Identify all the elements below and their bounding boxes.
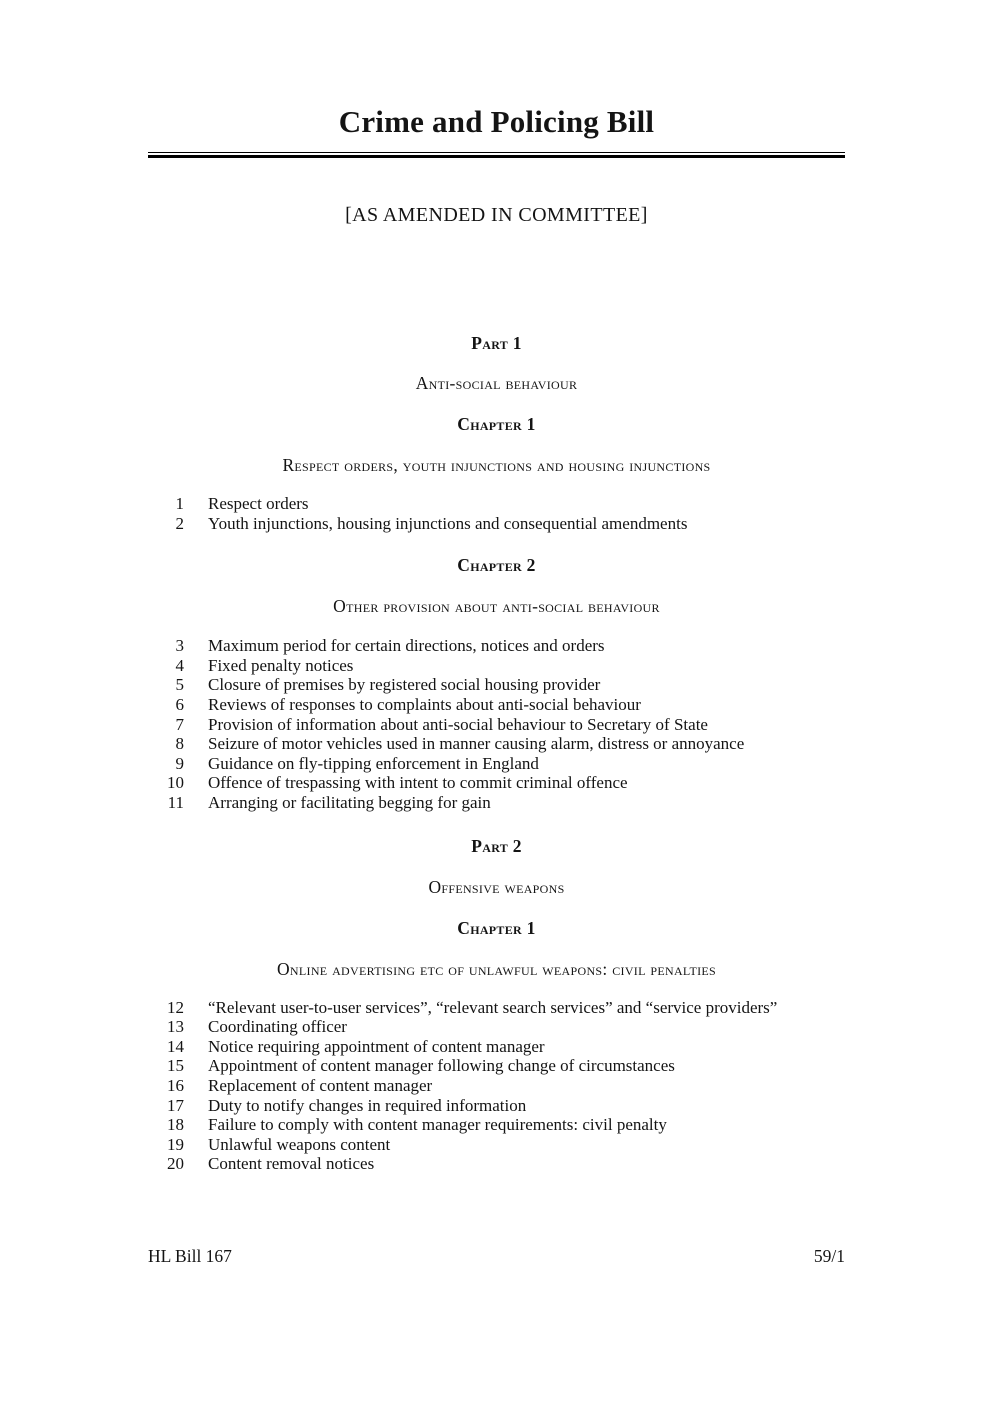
toc-item xyxy=(148,636,845,656)
toc-item-text: Seizure of motor vehicles used in manner causing alarm, distress or annoyance xyxy=(208,734,745,754)
toc-item-number: 3 xyxy=(175,636,184,656)
toc-item-number: 17 xyxy=(167,1095,184,1115)
toc-item-text: Unlawful weapons content xyxy=(208,1134,391,1154)
toc-item-text: Fixed penalty notices xyxy=(208,655,354,675)
part-2-chapter-1-title: Online advertising etc of unlawful weapons: civil penalties xyxy=(276,958,716,979)
toc-item-number: 4 xyxy=(175,655,184,675)
toc-item-text: Youth injunctions, housing injunctions and consequential amendments xyxy=(208,513,688,533)
toc-item-number: 7 xyxy=(175,714,184,734)
toc-item-text: Notice requiring appointment of content manager xyxy=(208,1036,545,1056)
toc-item xyxy=(148,494,845,514)
amendment-status: [AS AMENDED IN COMMITTEE] xyxy=(345,204,648,226)
toc-item-number: 13 xyxy=(167,1017,184,1037)
toc-item xyxy=(148,715,845,735)
toc-item-number: 12 xyxy=(167,997,184,1017)
toc-item-text: Reviews of responses to complaints about anti-social behaviour xyxy=(208,694,641,714)
toc-item xyxy=(148,1135,845,1155)
toc-item-text: Failure to comply with content manager requirements: civil penalty xyxy=(208,1115,667,1135)
toc-item-number: 5 xyxy=(175,675,184,695)
toc-item-text: Offence of trespassing with intent to commit criminal offence xyxy=(208,773,628,793)
part-1-chapter-1-title: Respect orders, youth injunctions and housing injunctions xyxy=(282,455,711,475)
toc-item-number: 19 xyxy=(167,1134,184,1154)
toc-item xyxy=(148,734,845,754)
toc-item-text: Arranging or facilitating begging for gain xyxy=(208,792,491,812)
toc-item-number: 6 xyxy=(175,694,184,714)
toc-item xyxy=(148,1154,845,1174)
toc-item-text: Appointment of content manager following change of circumstances xyxy=(208,1056,675,1076)
bill-title: Crime and Policing Bill xyxy=(338,104,655,139)
toc-item-number: 18 xyxy=(167,1115,184,1135)
part-1-chapter-1-label: Chapter 1 xyxy=(457,414,536,434)
bill-number: HL Bill 167 xyxy=(148,1246,232,1266)
toc-item-text: Content removal notices xyxy=(208,1154,375,1174)
toc-item-text: Respect orders xyxy=(208,494,309,513)
part-1-chapter-2-label: Chapter 2 xyxy=(457,555,536,576)
part-2-label: Part 2 xyxy=(471,835,522,856)
toc-item-text: Closure of premises by registered social housing provider xyxy=(208,675,601,695)
toc-item xyxy=(148,675,845,695)
toc-item-number: 1 xyxy=(175,494,184,513)
title-double-rule xyxy=(148,152,845,158)
toc-item xyxy=(148,695,845,715)
document-content xyxy=(148,0,845,1174)
toc-item xyxy=(148,656,845,676)
toc-item-text: Replacement of content manager xyxy=(208,1075,433,1095)
toc-item-text: Provision of information about anti-social behaviour to Secretary of State xyxy=(208,714,708,734)
toc-item-number: 8 xyxy=(175,734,184,754)
toc-item xyxy=(148,793,845,813)
toc-item-number: 9 xyxy=(175,753,184,773)
toc-item xyxy=(148,1076,845,1096)
toc-item xyxy=(148,1017,845,1037)
part-2-chapter-1-label: Chapter 1 xyxy=(457,917,536,938)
toc-item-text: Duty to notify changes in required information xyxy=(208,1095,527,1115)
toc-item xyxy=(148,1115,845,1135)
toc-item-number: 16 xyxy=(167,1075,184,1095)
part-2-title: Offensive weapons xyxy=(428,876,565,897)
toc-item-text: Maximum period for certain directions, notices and orders xyxy=(208,636,605,656)
toc-item-number: 10 xyxy=(167,773,184,793)
toc-item xyxy=(148,998,845,1018)
toc-item xyxy=(148,1096,845,1116)
part-1-title: Anti-social behaviour xyxy=(415,373,578,393)
toc-item-text: Guidance on fly-tipping enforcement in England xyxy=(208,753,539,773)
toc-item-text: Coordinating officer xyxy=(208,1017,347,1037)
print-code: 59/1 xyxy=(813,1246,845,1266)
toc-item-text: “Relevant user-to-user services”, “relevant search services” and “service providers” xyxy=(208,997,778,1017)
toc-item xyxy=(148,1037,845,1057)
toc-item xyxy=(148,773,845,793)
toc-item-number: 2 xyxy=(175,513,184,533)
part-1-label: Part 1 xyxy=(471,333,522,353)
toc-list-part2-chapter1 xyxy=(148,998,845,1174)
page-footer xyxy=(148,1247,845,1265)
toc-item-number: 11 xyxy=(167,792,184,812)
toc-item xyxy=(148,514,845,534)
toc-item-number: 14 xyxy=(167,1036,184,1056)
toc-item-number: 15 xyxy=(167,1056,184,1076)
toc-list-part1-chapter1 xyxy=(148,494,845,533)
toc-item xyxy=(148,1056,845,1076)
part-1-chapter-2-title: Other provision about anti-social behaviour xyxy=(333,596,660,617)
toc-item-number: 20 xyxy=(167,1154,184,1174)
toc-item xyxy=(148,754,845,774)
toc-list-part1-chapter2 xyxy=(148,636,845,812)
